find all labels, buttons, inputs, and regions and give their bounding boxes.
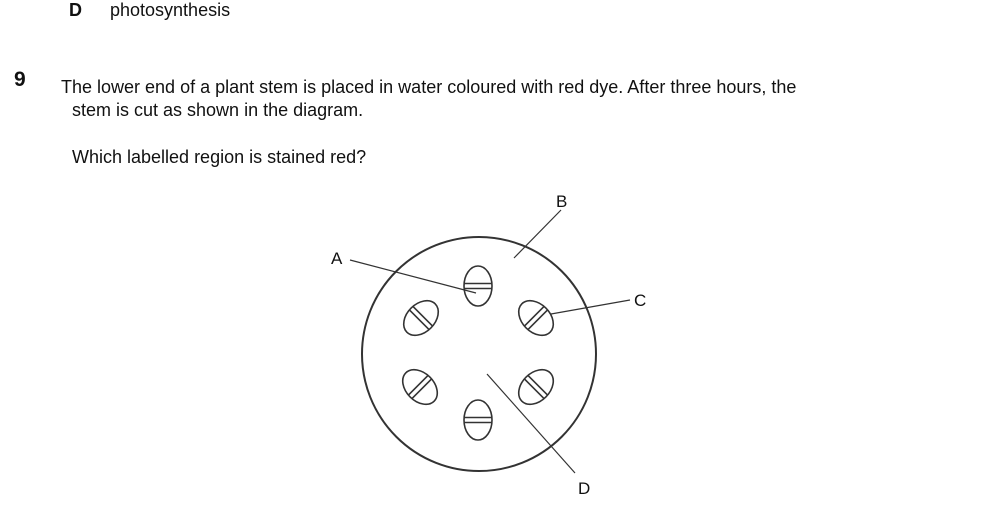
question-prompt: Which labelled region is stained red? xyxy=(72,147,367,167)
vascular-bundle-lower-right xyxy=(512,363,560,411)
vascular-bundle-upper-left xyxy=(397,294,445,342)
vascular-bundle-upper-right xyxy=(512,294,560,342)
label-B: B xyxy=(556,192,568,211)
previous-option-text: photosynthesis xyxy=(110,0,231,20)
leader-line-C xyxy=(551,300,630,314)
vascular-bundle-bottom xyxy=(464,400,492,440)
previous-option-letter: D xyxy=(69,0,82,20)
vascular-bundles xyxy=(396,266,560,440)
vascular-bundle-top xyxy=(464,266,492,306)
label-C: C xyxy=(634,291,647,310)
leader-line-A xyxy=(350,260,476,293)
question-text-line1: The lower end of a plant stem is placed in water coloured with red dye. After three hours, the xyxy=(61,77,797,97)
question-text-line2: stem is cut as shown in the diagram. xyxy=(72,100,364,120)
leader-line-B xyxy=(514,210,561,258)
vascular-bundle-lower-left xyxy=(396,363,444,411)
question-number: 9 xyxy=(14,68,26,91)
label-A: A xyxy=(331,249,343,268)
label-D: D xyxy=(578,479,591,498)
